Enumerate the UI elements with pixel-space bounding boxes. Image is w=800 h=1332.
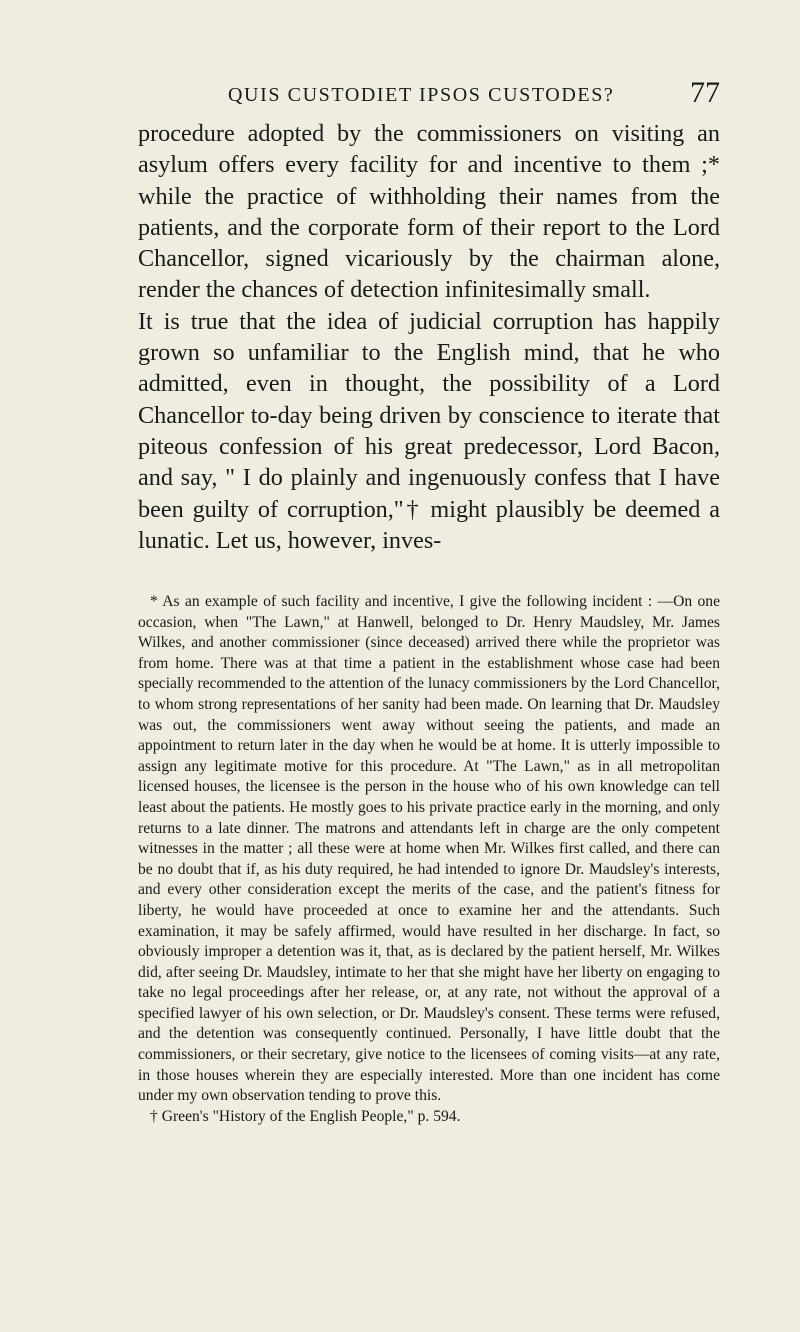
footnote: * As an example of such facility and incentive, I give the following incident : —On one occasion, when "The Lawn," at Hanwell, belonged to Dr. Henry Maudsley, Mr. James Wilkes, and another commissioner (since deceased) arrived there while the proprietor was from home. There was at that time a patient in the establishment whose case had been specially recommended to the attention of the lunacy commissioners by the Lord Chancellor, to whom strong representations of her sanity had been made. On learning that Dr. Maudsley was out, the commissioners went away without seeing the patients, and made an appointment to return later in the day when he would be at home. It is utterly impossible to assign any legitimate motive for this procedure. At "The Lawn," as in all metropolitan licensed houses, the licensee is the person in the house who of his own knowledge can tell least about the patients. He mostly goes to his private practice early in the morning, and only returns to a late dinner. The matrons and attendants left in charge are the only competent witnesses in the matter ; all these were at home when Mr. Wilkes first called, and there can be no doubt that if, as his duty required, he had intended to ignore Dr. Maudsley's interests, and every other consideration except the merits of the case, and the patient's fitness for liberty, he would have proceeded at once to examine her and the attendants. Such examination, it may be safely affirmed, would have resulted in her discharge. In fact, so obviously improper a detention was it, that, as is declared by the patient herself, Mr. Wilkes did, after seeing Dr. Maudsley, intimate to her that she might have her liberty on engaging to take no legal proceedings after her release, or, at any rate, not without the approval of a specified lawyer of his own selection, or Dr. Maudsley's consent. These terms were refused, and the detention was consequently continued. Personally, I have little doubt that the commissioners, or their secretary, give notice to the licensees of coming visits—at any rate, in those houses wherein they are especially interested. More than one incident has come under my own observation tending to prove this. (138, 593, 720, 1105)
footnotes (138, 592, 720, 1127)
running-title: QUIS CUSTODIET IPSOS CUSTODES? (228, 84, 615, 106)
page-header (138, 78, 720, 118)
paragraph: It is true that the idea of judicial corruption has happily grown so unfamiliar to the English mind, that he who admitted, even in thought, the possibility of a Lord Chancellor to-day being driven by conscience to iterate that piteous confession of his great predecessor, Lord Bacon, and say, " I do plainly and ingenuously confess that I have been guilty of corruption,"† might plausibly be deemed a lunatic. Let us, however, inves- (138, 307, 720, 554)
body-text (138, 118, 720, 556)
paragraph: procedure adopted by the commissioners on visiting an asylum offers every facility for and incentive to them ;* while the practice of withholding their names from the patients, and the corporate form of their report to the Lord Chancellor, signed vicariously by the chairman alone, render the chances of detection infinitesimally small. (138, 120, 720, 304)
footnote: † Green's "History of the English People," p. 594. (150, 1107, 461, 1125)
page-number: 77 (690, 76, 720, 109)
